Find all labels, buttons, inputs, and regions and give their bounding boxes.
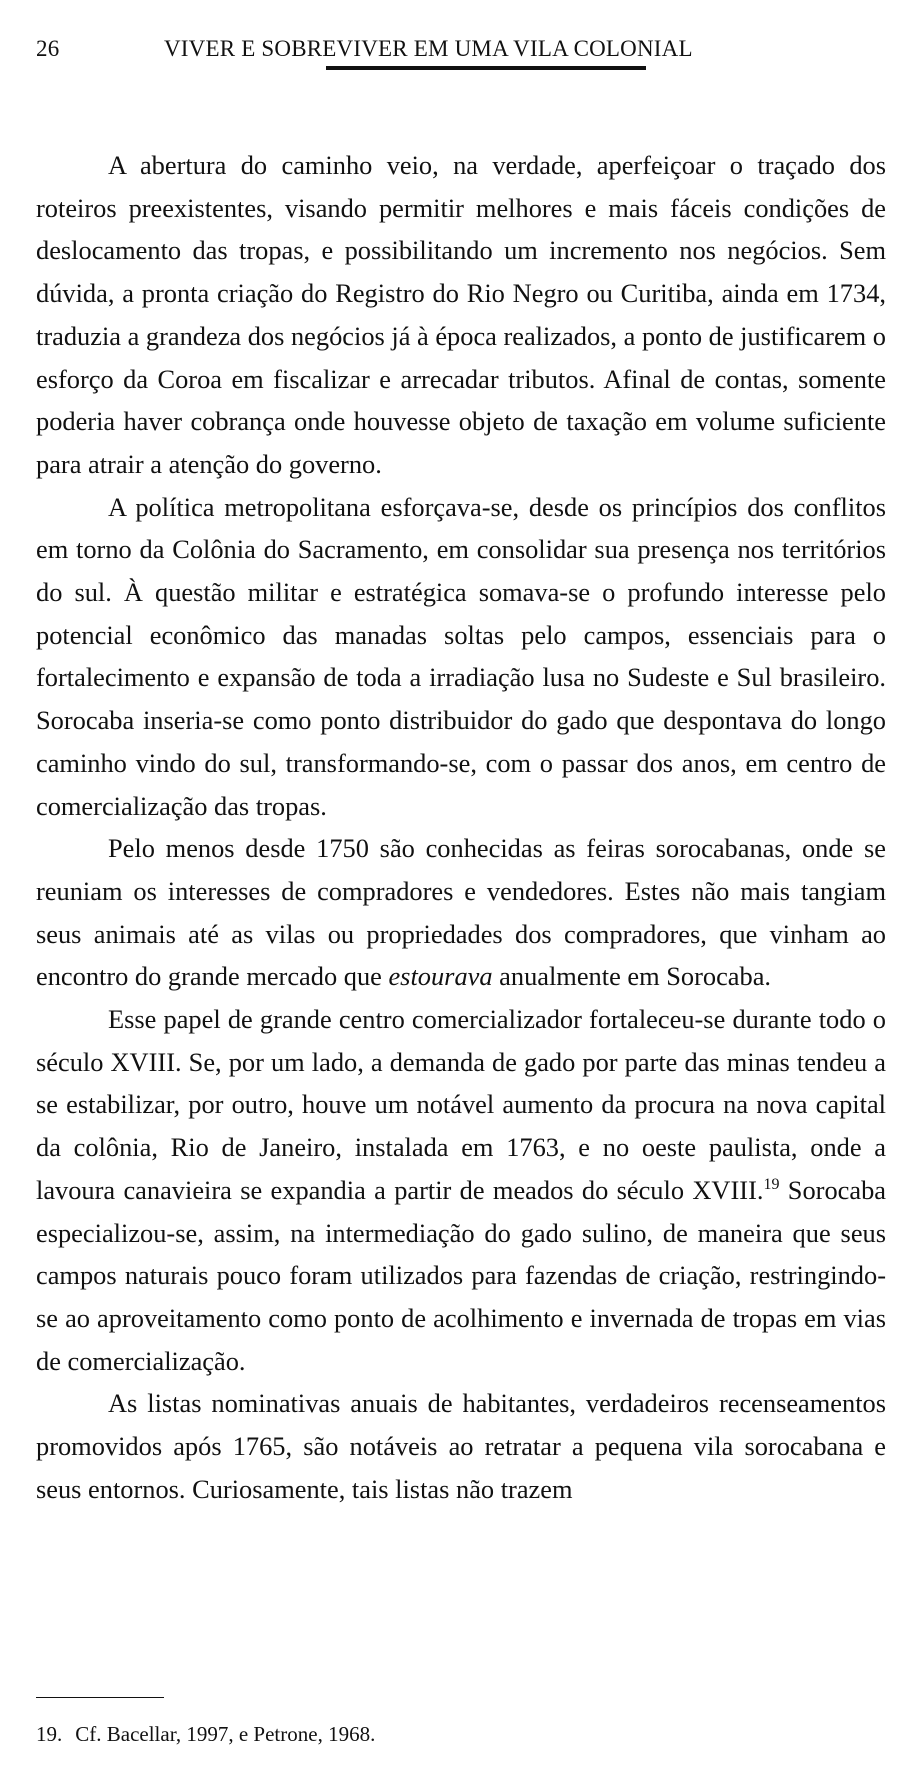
page-number: 26 [36, 36, 60, 61]
footnote-number: 19. [36, 1722, 63, 1746]
header-rule [326, 66, 646, 70]
footnote [36, 1720, 886, 1748]
paragraph-2: A política metropolitana esforçava-se, desde os princípios dos conflitos em torno da Colônia do Sacramento, em consolidar sua presença nos territórios do sul. À questão militar e estratégica somava-se o profundo interesse pelo potencial econômico das manadas soltas pelo campos, essenciais para o fortalecimento e expansão de toda a irradiação lusa no Sudeste e Sul brasileiro. Sorocaba inseria-se como ponto distribuidor do gado que despontava do longo caminho vindo do sul, transformando-se, com o passar dos anos, em centro de comercialização das tropas. [36, 491, 886, 821]
emphasized-word: estourava [388, 961, 493, 992]
paragraph-4-text-start: Esse papel de grande centro comercializador fortaleceu-se durante todo o século XVIII. Se, por um lado, a demanda de gado por parte das minas tendeu a se estabilizar, por outro, houve um notável aumento da procura na nova capital da colônia, Rio de Janeiro, instalada em 1763, e no oeste paulista, onde a lavoura canavieira se expandia a partir de meados do século XVIII. [36, 1004, 886, 1205]
paragraph-1: A abertura do caminho veio, na verdade, aperfeiçoar o traçado dos roteiros preexistentes, visando permitir melhores e mais fáceis condições de deslocamento das tropas, e possibilitando um incremento nos negócios. Sem dúvida, a pronta criação do Registro do Rio Negro ou Curitiba, ainda em 1734, traduzia a grandeza dos negócios já à época realizados, a ponto de justificarem o esforço da Coroa em fiscalizar e arrecadar tributos. Afinal de contas, somente poderia haver cobrança onde houvesse objeto de taxação em volume suficiente para atrair a atenção do governo. [36, 150, 886, 479]
paragraph-3-text-end: anualmente em Sorocaba. [492, 961, 772, 992]
paragraph-5: As listas nominativas anuais de habitantes, verdadeiros recenseamentos promovidos após 1765, são notáveis ao retratar a pequena vila sorocabana e seus entornos. Curiosamente, tais listas não trazem [36, 1388, 886, 1504]
paragraph-3 [36, 827, 886, 998]
footnote-text: Cf. Bacellar, 1997, e Petrone, 1968. [75, 1722, 376, 1746]
footnote-divider [36, 1697, 164, 1698]
paragraph-3-text-start: Pelo menos desde 1750 são conhecidas as feiras sorocabanas, onde se reuniam os interesses de compradores e vendedores. Estes não mais tangiam seus animais até as vilas ou propriedades dos compradores, que vinham ao encontro do grande mercado que [36, 833, 886, 992]
paragraph-4 [36, 998, 886, 1382]
page-header [36, 36, 886, 76]
body-text [36, 144, 886, 1511]
running-title: VIVER E SOBREVIVER EM UMA VILA COLONIAL [164, 36, 693, 61]
footnote-reference: 19 [763, 1176, 780, 1194]
paragraph-4-text-end: Sorocaba especializou-se, assim, na intermediação do gado sulino, de maneira que seus campos naturais pouco foram utilizados para fazendas de criação, restringindo-se ao aproveitamento como ponto de acolhimento e invernada de tropas em vias de comercialização. [36, 1174, 886, 1376]
